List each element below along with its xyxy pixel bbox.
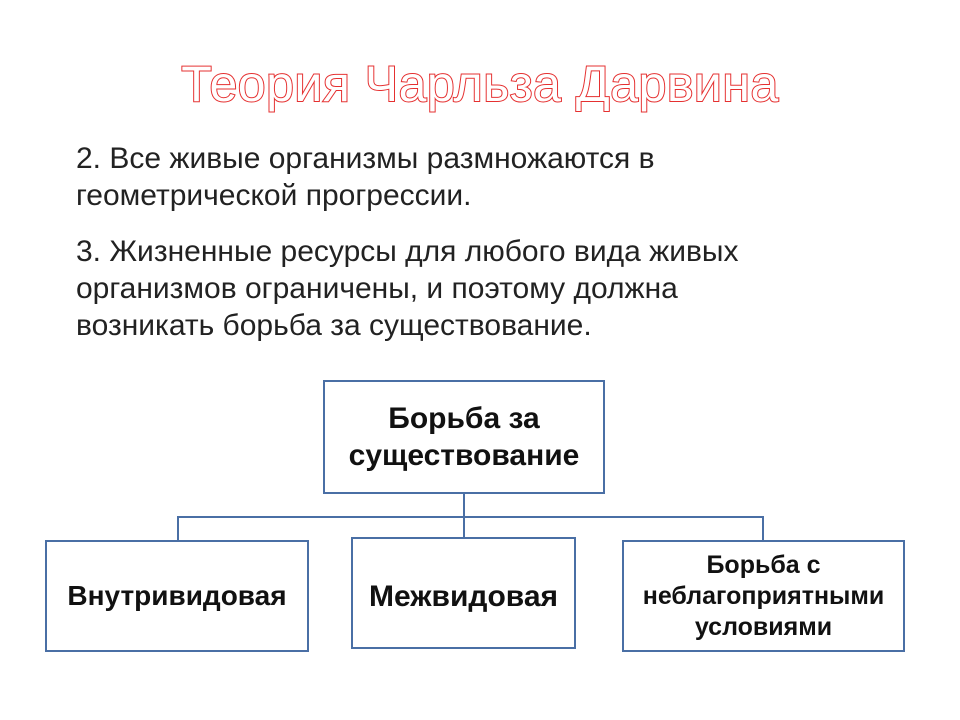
environment-line-2: неблагоприятными bbox=[642, 581, 885, 610]
point-3-line-1: 3. Жизненные ресурсы для любого вида живых bbox=[76, 235, 739, 268]
point-2-line-1: 2. Все живые организмы размножаются в bbox=[76, 142, 655, 175]
point-3-line-3: возникать борьба за существование. bbox=[76, 309, 592, 342]
diagram-root-box bbox=[323, 380, 605, 494]
root-line-2: существование bbox=[348, 439, 580, 472]
slide-title: Теория Чарльза Дарвина bbox=[181, 56, 779, 112]
interspecific-label: Межвидовая bbox=[368, 580, 559, 613]
diagram-box-interspecific bbox=[351, 537, 576, 649]
diagram-box-intraspecific bbox=[45, 540, 309, 652]
intraspecific-label: Внутривидовая bbox=[67, 580, 287, 611]
environment-line-3: условиями bbox=[694, 612, 833, 641]
point-3-line-2: организмов ограничены, и поэтому должна bbox=[76, 272, 678, 305]
environment-line-1: Борьба с bbox=[706, 550, 821, 579]
point-2-line-2: геометрической прогрессии. bbox=[76, 179, 472, 212]
diagram-box-environment bbox=[622, 540, 905, 652]
root-line-1: Борьба за bbox=[388, 402, 540, 435]
